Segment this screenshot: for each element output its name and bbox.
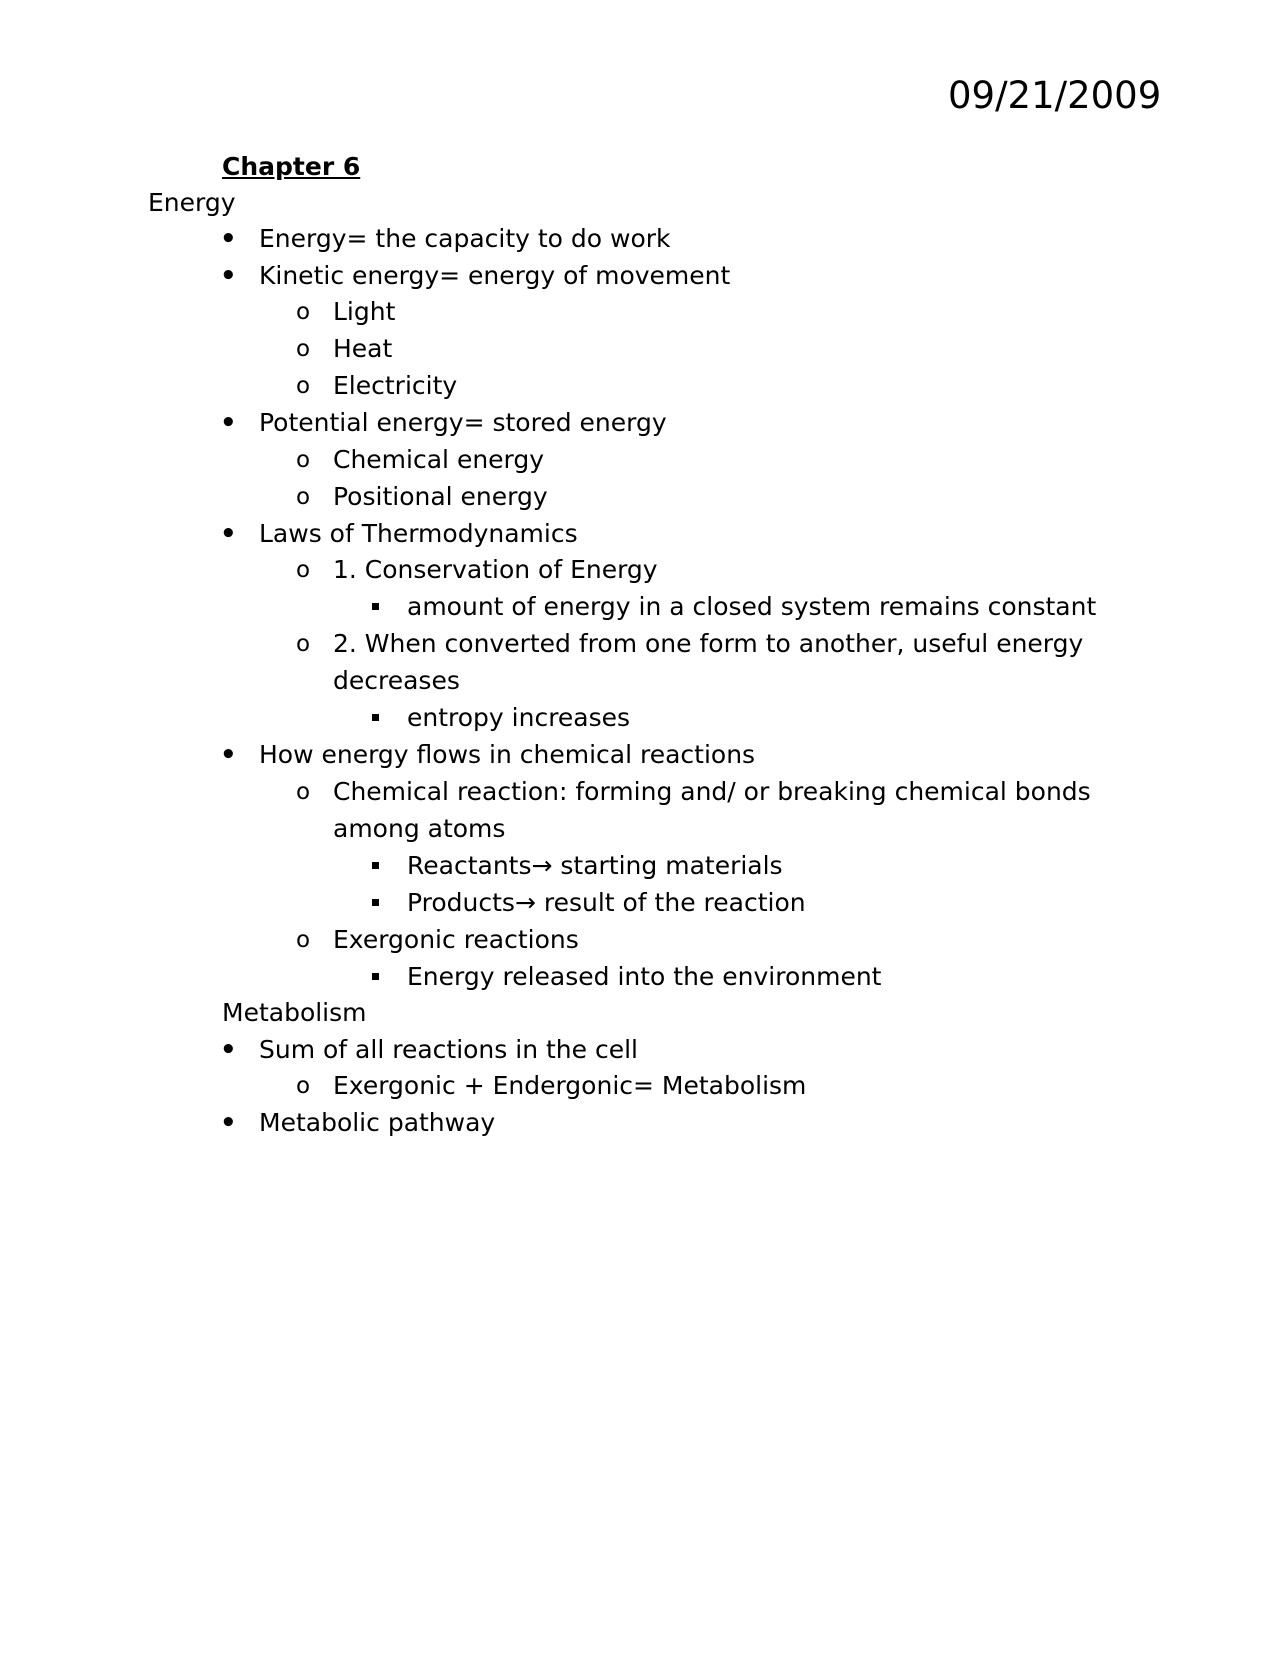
bullet-icon: • [220,408,237,438]
list-item: Kinetic energy= energy of movement [259,261,731,290]
bullet-icon: • [220,740,237,770]
list-item-continuation: among atoms [333,814,506,843]
list-item: Products→ result of the reaction [407,888,806,917]
list-item: Chemical reaction: forming and/ or breaking chemical bonds [333,777,1091,806]
list-item: entropy increases [407,703,631,732]
list-item: amount of energy in a closed system remains constant [407,592,1097,621]
list-item: Metabolic pathway [259,1108,496,1137]
list-item: Potential energy= stored energy [259,408,667,437]
bullet-icon: • [220,1035,237,1065]
circle-bullet-icon: o [296,779,311,805]
square-bullet-icon [372,886,379,920]
list-item: Sum of all reactions in the cell [259,1035,638,1064]
circle-bullet-icon: o [296,299,311,325]
list-item: 2. When converted from one form to another, useful energy [333,629,1084,658]
list-item: 1. Conservation of Energy [333,555,658,584]
bullet-icon: • [220,224,237,254]
list-item: Laws of Thermodynamics [259,519,578,548]
section-heading: Metabolism [222,998,367,1027]
circle-bullet-icon: o [296,927,311,953]
list-item: Reactants→ starting materials [407,851,783,880]
square-bullet-icon [372,960,379,994]
circle-bullet-icon: o [296,557,311,583]
circle-bullet-icon: o [296,631,311,657]
bullet-icon: • [220,1108,237,1138]
bullet-icon: • [220,519,237,549]
list-item: Chemical energy [333,445,545,474]
bullet-icon: • [220,261,237,291]
list-item: Light [333,297,396,326]
list-item-continuation: decreases [333,666,460,695]
circle-bullet-icon: o [296,1073,311,1099]
square-bullet-icon [372,590,379,624]
list-item: How energy flows in chemical reactions [259,740,756,769]
circle-bullet-icon: o [296,336,311,362]
circle-bullet-icon: o [296,447,311,473]
list-item: Exergonic + Endergonic= Metabolism [333,1071,807,1100]
chapter-heading: Chapter 6 [222,152,361,181]
circle-bullet-icon: o [296,484,311,510]
list-item: Energy= the capacity to do work [259,224,671,253]
square-bullet-icon [372,701,379,735]
document-date: 09/21/2009 [948,74,1162,117]
list-item: Heat [333,334,393,363]
topic-heading: Energy [148,188,236,217]
list-item: Energy released into the environment [407,962,882,991]
circle-bullet-icon: o [296,373,311,399]
list-item: Exergonic reactions [333,925,579,954]
list-item: Electricity [333,371,458,400]
square-bullet-icon [372,849,379,883]
list-item: Positional energy [333,482,548,511]
